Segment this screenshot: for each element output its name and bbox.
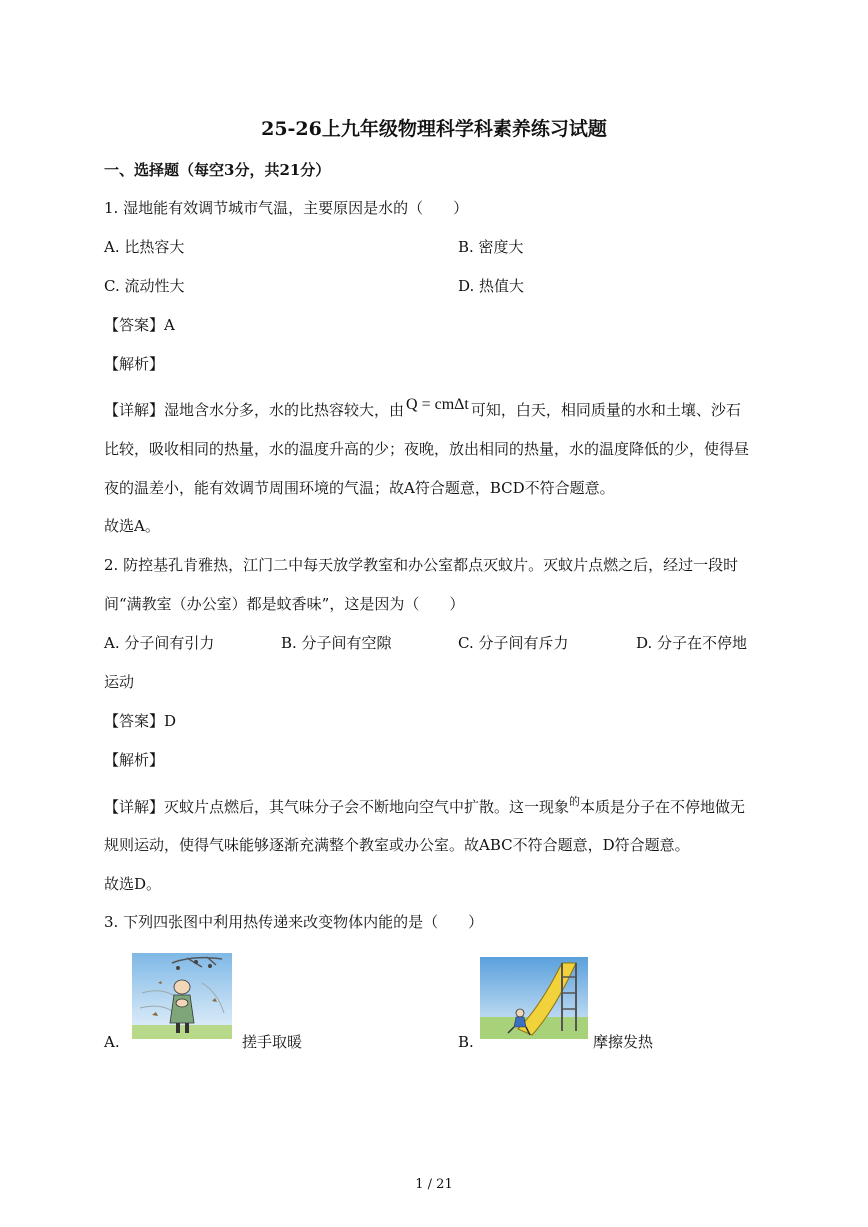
page-title: 25-26上九年级物理科学科素养练习试题 <box>261 118 607 140</box>
section-heading: 一、选择题（每空3分，共21分） <box>104 161 331 179</box>
page-number: 1 / 21 <box>415 1177 453 1192</box>
q3-option-b-caption: 摩擦发热 <box>593 1033 654 1051</box>
q2-option-a: A. 分子间有引力 <box>104 634 215 652</box>
q2-option-d: D. 分子在不停地 <box>636 634 748 652</box>
q2-conclusion: 故选D。 <box>104 875 162 893</box>
q2-detail-post: 本质是分子在不停地做无 <box>580 798 746 816</box>
q1-detail-pre: 【详解】湿地含水分多，水的比热容较大，由 <box>104 401 405 419</box>
q2-option-b: B. 分子间有空隙 <box>281 634 392 652</box>
rubbing-hands-illustration <box>132 953 232 1039</box>
q1-detail-line1 <box>104 396 741 421</box>
slide-illustration <box>480 957 588 1039</box>
q1-detail-post: 可知，白天，相同质量的水和土壤、沙石 <box>470 401 741 419</box>
q1-option-b: B. 密度大 <box>458 238 524 256</box>
q1-formula: Q = cmΔt <box>406 396 469 413</box>
q3-option-a-letter: A. <box>104 1033 120 1051</box>
q3-option-b-letter: B. <box>458 1033 474 1051</box>
q2-detail-sup: 的 <box>569 795 581 808</box>
q2-detail-line2: 规则运动，使得气味能够逐渐充满整个教室或办公室。故ABC不符合题意，D符合题意。 <box>104 836 690 854</box>
q1-answer: 【答案】A <box>104 316 175 334</box>
q2-analysis-label: 【解析】 <box>104 751 165 769</box>
q1-option-c: C. 流动性大 <box>104 277 185 295</box>
q2-option-c: C. 分子间有斥力 <box>458 634 569 652</box>
q1-conclusion: 故选A。 <box>104 517 160 535</box>
q1-option-d: D. 热值大 <box>458 277 525 295</box>
q2-option-d-wrap: 运动 <box>104 673 135 691</box>
q3-option-a-caption: 搓手取暖 <box>242 1033 303 1051</box>
q1-analysis-label: 【解析】 <box>104 355 165 373</box>
q3-stem: 3. 下列四张图中利用热传递来改变物体内能的是（ ） <box>104 913 484 931</box>
q2-stem-line1: 2. 防控基孔肯雅热，江门二中每天放学教室和办公室都点灭蚊片。灭蚊片点燃之后，经过一段时 <box>104 556 739 574</box>
q2-detail-line1 <box>104 797 745 819</box>
q1-stem: 1. 湿地能有效调节城市气温，主要原因是水的（ ） <box>104 199 469 217</box>
q1-detail-line3: 夜的温差小，能有效调节周围环境的气温；故A符合题意，BCD不符合题意。 <box>104 479 615 497</box>
q2-answer: 【答案】D <box>104 712 177 730</box>
q1-detail-line2: 比较，吸收相同的热量，水的温度升高的少；夜晚，放出相同的热量，水的温度降低的少，使得昼 <box>104 440 750 458</box>
q1-option-a: A. 比热容大 <box>104 238 185 256</box>
q2-stem-line2: 间“满教室（办公室）都是蚊香味”，这是因为（ ） <box>104 595 465 613</box>
q2-detail-pre: 【详解】灭蚊片点燃后，其气味分子会不断地向空气中扩散。这一现象 <box>104 798 570 816</box>
